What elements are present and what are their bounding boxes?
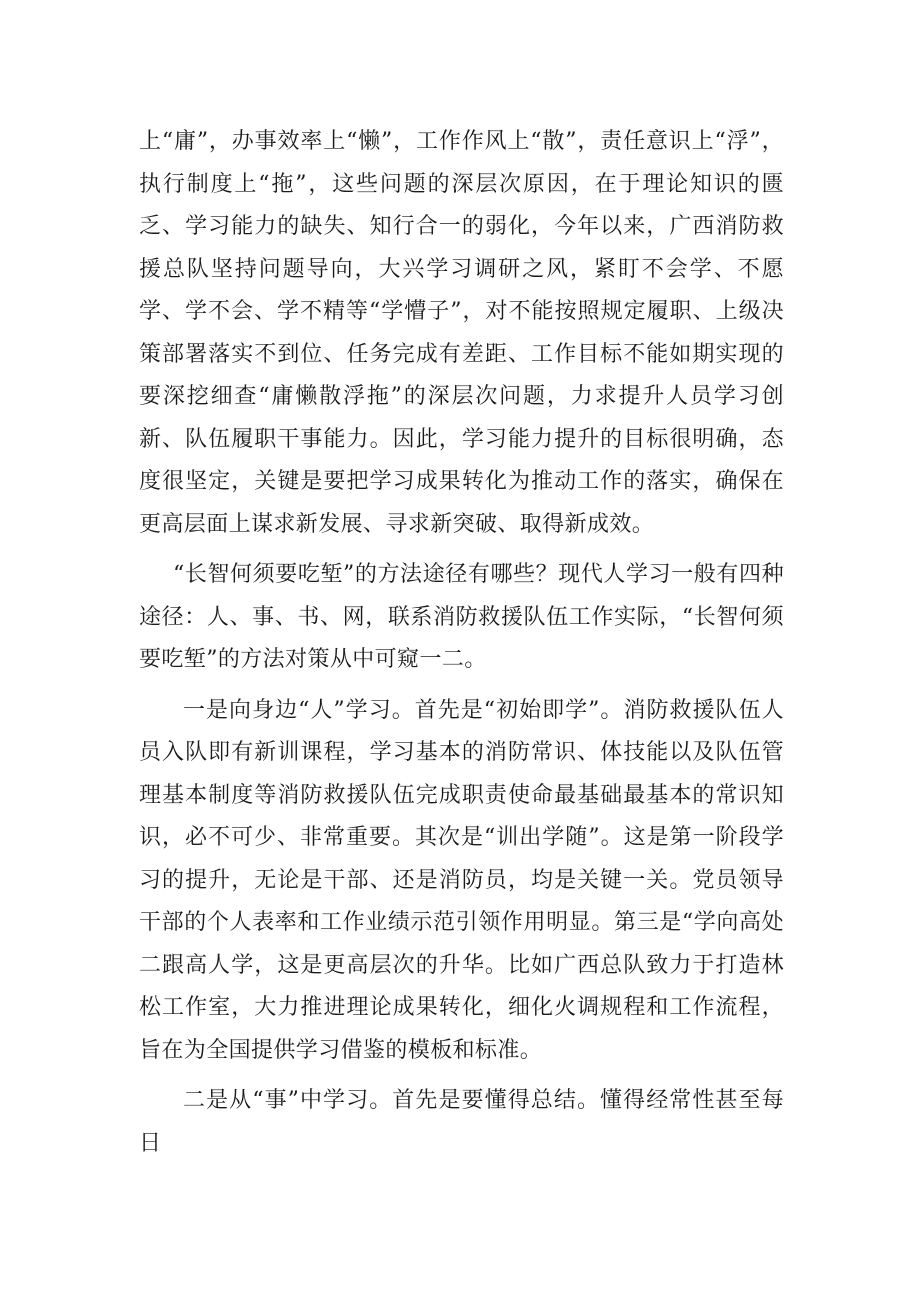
paragraph-4: 二是从“事”中学习。首先是要懂得总结。懂得经常性甚至每日 <box>139 1088 784 1156</box>
paragraph-3: 一是向身边“人”学习。首先是“初始即学”。消防救援队伍人员入队即有新训课程，学习基本的消防常识、体技能以及队伍管理基本制度等消防救援队伍完成职责使命最基础最基本的常识知识，必不可少、非常重要。其次是“训出学随”。这是第一阶段学习的提升，无论是干部、还是消防员，均是关键一关。党员领导干部的个人表率和工作业绩示范引领作用明显。第三是“学向高处二跟高人学，这是更高层次的升华。比如广西总队致力于打造林松工作室，大力推进理论成果转化，细化火调规程和工作流程，旨在为全国提供学习借鉴的模板和标准。 <box>139 697 784 1063</box>
document-body <box>139 121 784 1165</box>
paragraph-2: “长智何须要吃堑”的方法途径有哪些？现代人学习一般有四种途径：人、事、书、网，联系消防救援队伍工作实际，“长智何须要吃堑”的方法对策从中可窥一二。 <box>139 562 784 672</box>
paragraph-1: 上“庸”，办事效率上“懒”，工作作风上“散”，责任意识上“浮”，执行制度上“拖”，这些问题的深层次原因，在于理论知识的匮乏、学习能力的缺失、知行合一的弱化，今年以来，广西消防救援总队坚持问题导向，大兴学习调研之风，紧盯不会学、不愿学、学不会、学不精等“学懵子”，对不能按照规定履职、上级决策部署落实不到位、任务完成有差距、工作目标不能如期实现的要深挖细查“庸懒散浮拖”的深层次问题，力求提升人员学习创新、队伍履职干事能力。因此，学习能力提升的目标很明确，态度很坚定，关键是要把学习成果转化为推动工作的落实，确保在更高层面上谋求新发展、寻求新突破、取得新成效。 <box>139 129 784 537</box>
